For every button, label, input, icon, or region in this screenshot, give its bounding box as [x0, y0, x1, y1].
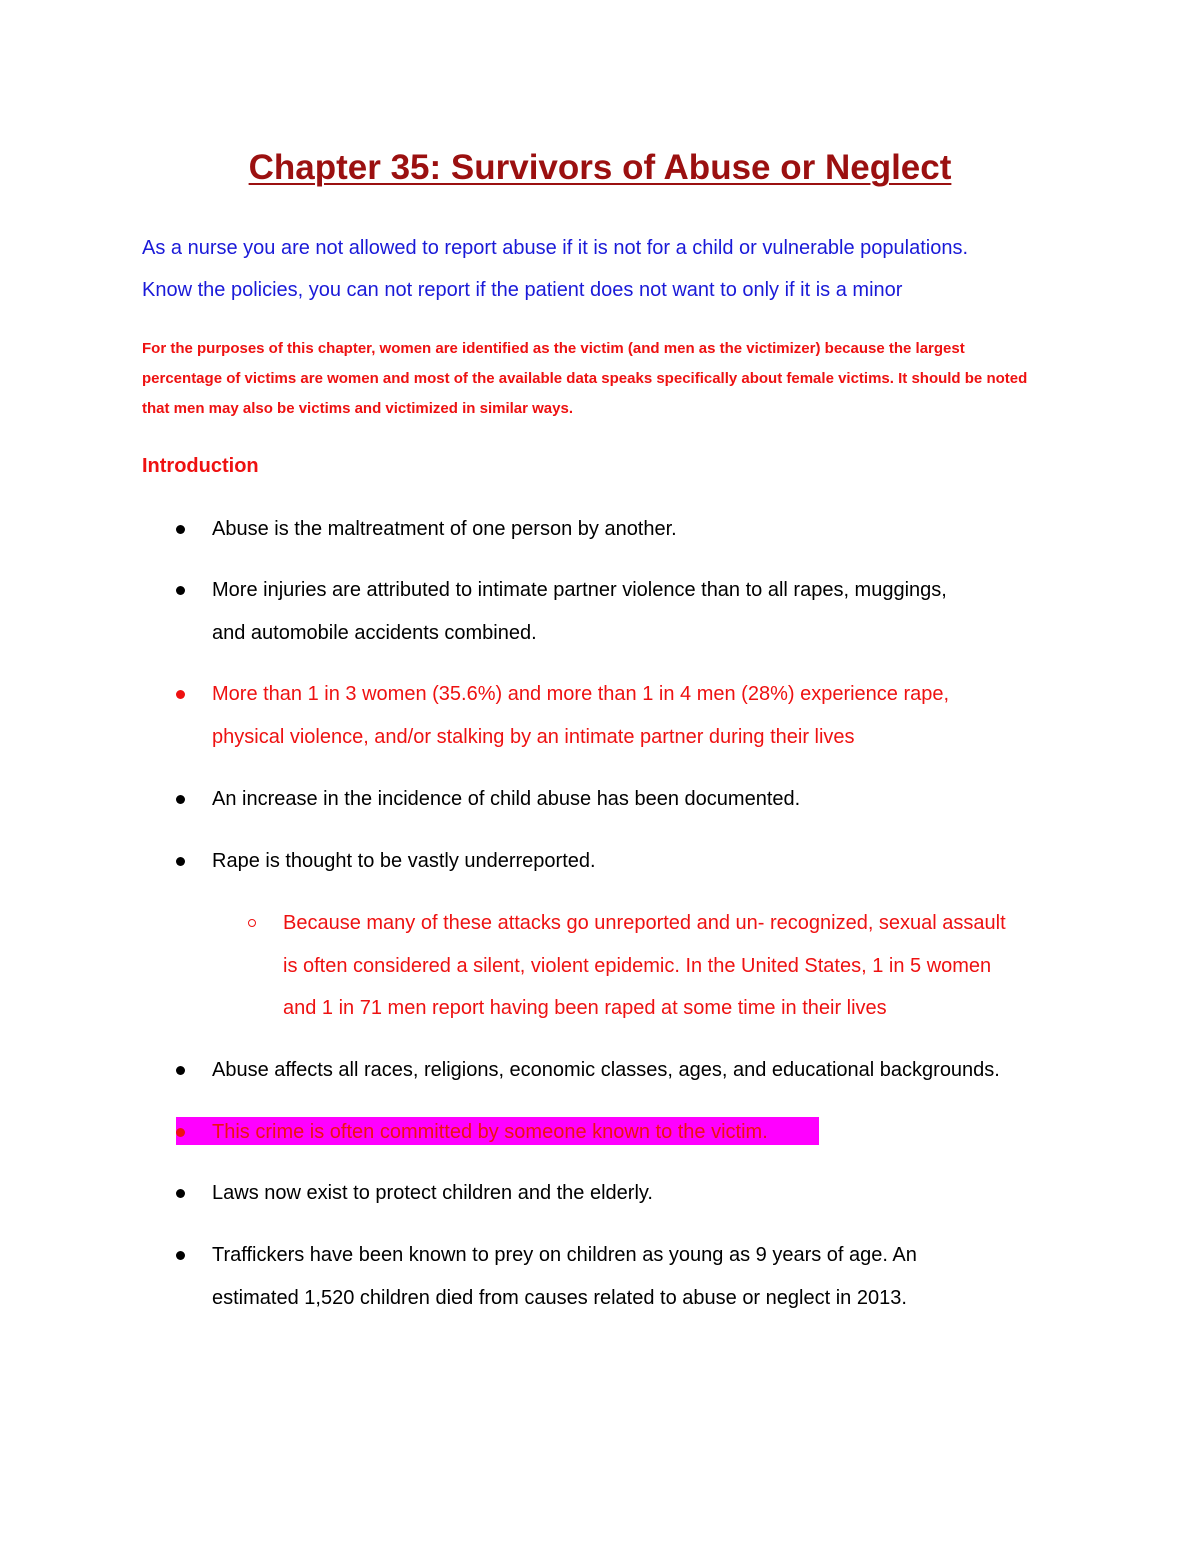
purpose-line: that men may also be victims and victimized in similar ways. [142, 400, 573, 417]
bullet-text-line: and 1 in 71 men report having been raped at some time in their lives [283, 997, 887, 1019]
nurse-note-line-2: Know the policies, you can not report if the patient does not want to only if it is a minor [142, 279, 903, 301]
page-title: Chapter 35: Survivors of Abuse or Neglect [248, 148, 952, 187]
bullet-circle-icon [248, 919, 256, 927]
bullet-text-line: More than 1 in 3 women (35.6%) and more than 1 in 4 men (28%) experience rape, [212, 683, 950, 705]
bullet-dot-icon [176, 795, 185, 804]
bullet-text-line: Laws now exist to protect children and the elderly. [212, 1182, 653, 1204]
bullet-text-line: This crime is often committed by someone known to the victim. [212, 1121, 768, 1143]
bullet-dot-icon [176, 857, 185, 866]
bullet-text-line: More injuries are attributed to intimate partner violence than to all rapes, muggings, [212, 579, 947, 601]
bullet-dot-icon [176, 1251, 185, 1260]
bullet-text-line: and automobile accidents combined. [212, 622, 537, 644]
section-heading-introduction: Introduction [142, 455, 259, 477]
bullet-dot-icon [176, 1128, 185, 1137]
nurse-note-line-1: As a nurse you are not allowed to report abuse if it is not for a child or vulnerable populations. [142, 237, 969, 259]
bullet-text-line: Abuse affects all races, religions, economic classes, ages, and educational backgrounds. [212, 1059, 1000, 1081]
bullet-text-line: is often considered a silent, violent epidemic. In the United States, 1 in 5 women [283, 955, 992, 977]
bullet-dot-icon [176, 525, 185, 534]
bullet-text-line: Because many of these attacks go unreported and un- recognized, sexual assault [283, 912, 1006, 934]
purpose-paragraph [142, 334, 1062, 424]
bullet-text-line: physical violence, and/or stalking by an intimate partner during their lives [212, 726, 855, 748]
bullet-dot-icon [176, 1066, 185, 1075]
bullet-dot-icon [176, 586, 185, 595]
bullet-dot-icon [176, 1189, 185, 1198]
bullet-text-line: Rape is thought to be vastly underreported. [212, 850, 596, 872]
bullet-text-line: An increase in the incidence of child abuse has been documented. [212, 788, 801, 810]
bullet-text-line: estimated 1,520 children died from causes related to abuse or neglect in 2013. [212, 1287, 907, 1309]
purpose-line: percentage of victims are women and most of the available data speaks specifically about female victims. It should be noted [142, 370, 1028, 387]
bullet-text-line: Abuse is the maltreatment of one person by another. [212, 518, 677, 540]
bullet-dot-icon [176, 690, 185, 699]
bullet-text-line: Traffickers have been known to prey on children as young as 9 years of age. An [212, 1244, 917, 1266]
purpose-line: For the purposes of this chapter, women are identified as the victim (and men as the victimizer) because the largest [142, 340, 965, 357]
